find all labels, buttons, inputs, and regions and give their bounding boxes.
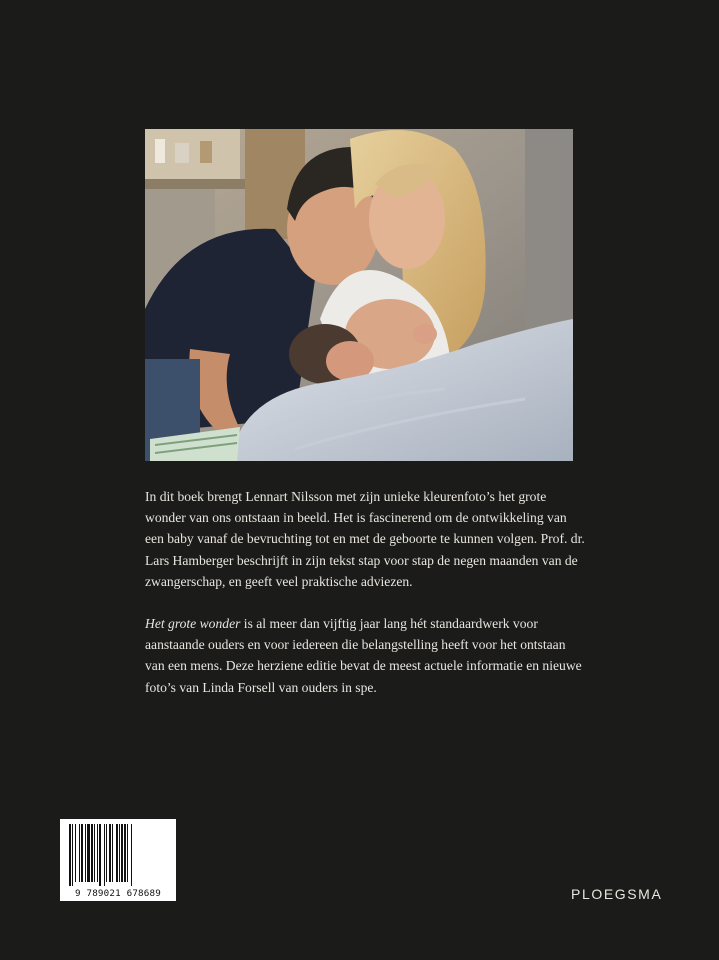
- cover-photo: [145, 129, 573, 461]
- back-cover-blurb: [145, 486, 585, 698]
- blurb-paragraph-2: [145, 613, 585, 698]
- isbn-barcode: [60, 819, 176, 901]
- family-newborn-photo-icon: [145, 129, 573, 461]
- blurb-paragraph-2-text: is al meer dan vijftig jaar lang hét standaardwerk voor aanstaande ouders en voor iedereen die belangstelling heeft voor het ontstaan van een mens. Deze herziene editie bevat de meest actuele informatie en nieuwe foto’s van Linda Forsell van ouders in spe.: [145, 616, 582, 695]
- blurb-paragraph-1: In dit boek brengt Lennart Nilsson met zijn unieke kleurenfoto’s het grote wonder van ons ontstaan in beeld. Het is fascinerend om de ontwikkeling van een baby vanaf de bevruchting tot en met de geboorte te kunnen volgen. Prof. dr. Lars Hamberger beschrijft in zijn tekst stap voor stap de negen maanden van de zwangerschap, en geeft veel praktische adviezen.: [145, 489, 585, 589]
- isbn-number: 9 789021 678689: [75, 888, 161, 899]
- publisher-logo: PLOEGSMA: [571, 886, 663, 902]
- book-title-italic: Het grote wonder: [145, 616, 241, 632]
- barcode-icon: [60, 819, 176, 889]
